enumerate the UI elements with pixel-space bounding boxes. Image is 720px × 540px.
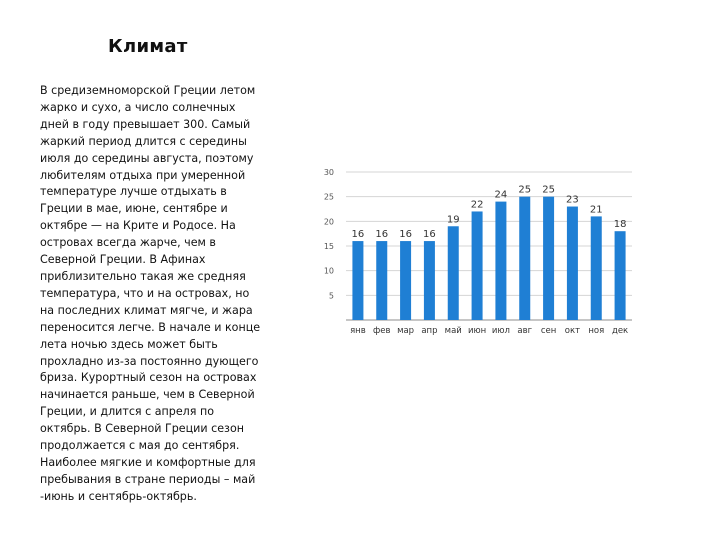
data-label: 16 <box>351 229 365 241</box>
y-tick-label: 10 <box>323 266 334 276</box>
temperature-bar-chart <box>318 160 638 345</box>
y-tick-label: 25 <box>323 192 334 202</box>
data-label: 18 <box>613 219 627 231</box>
climate-description: В средиземноморской Греции летом жарко и сухо, а число солнечных дней в году превышает 300. Самый жаркий период длится с середины июля до середины августа, поэтому любителям отдыха при умеренной температуре лучше отдыхать в Греции в мае, июне, сентябре и октябре — на Крите и Родосе. На островах всегда жарче, чем в Северной Греции. В Афинах приблизительно такая же средняя температура, что и на островах, но на последних климат мягче, и жара переносится легче. В начале и конце лета ночью здесь может быть прохладно из-за постоянно дующего бриза. Курортный сезон на островах начинается раньше, чем в Северной Греции, и длится с апреля по октябрь. В Северной Греции сезон продолжается с мая до сентября. Наиболее мягкие и комфортные для пребывания в стране периоды – май -июнь и сентябрь-октябрь. <box>40 84 261 503</box>
bar-июл <box>495 202 506 320</box>
x-tick-label: май <box>444 326 462 336</box>
x-tick-label: янв <box>350 326 366 336</box>
x-tick-label: ноя <box>588 326 605 336</box>
x-tick-label: авг <box>517 326 533 336</box>
bar-апр <box>424 241 435 320</box>
data-label: 16 <box>423 229 436 241</box>
bar-авг <box>519 197 530 320</box>
data-label: 21 <box>589 204 603 216</box>
x-tick-label: июн <box>467 326 487 336</box>
x-tick-label: окт <box>564 326 581 336</box>
bar-дек <box>615 231 626 320</box>
x-tick-label: июл <box>491 326 510 336</box>
y-tick-label: 5 <box>328 291 334 301</box>
data-label: 19 <box>446 214 460 226</box>
data-label: 22 <box>470 199 484 211</box>
chart-gridlines <box>346 172 632 295</box>
x-tick-label: фев <box>372 326 391 336</box>
data-label: 16 <box>399 229 412 241</box>
bar-июн <box>472 211 483 320</box>
bar-ноя <box>591 216 602 320</box>
x-tick-label: мар <box>397 326 415 336</box>
bar-май <box>448 226 459 320</box>
data-label: 25 <box>518 184 532 196</box>
y-tick-label: 20 <box>323 217 334 227</box>
x-tick-label: дек <box>611 326 629 336</box>
data-label: 25 <box>542 184 555 196</box>
x-tick-label: сен <box>540 326 557 336</box>
x-tick-label: апр <box>421 326 438 336</box>
data-label: 23 <box>566 194 579 206</box>
slide-title: Климат <box>108 36 188 57</box>
bar-окт <box>567 207 578 320</box>
bar-сен <box>543 197 554 320</box>
data-label: 16 <box>375 229 389 241</box>
y-tick-label: 15 <box>323 242 334 251</box>
bar-мар <box>400 241 411 320</box>
data-label: 24 <box>494 189 508 201</box>
y-tick-label: 30 <box>323 168 334 177</box>
bar-фев <box>376 241 387 320</box>
bar-янв <box>352 241 363 320</box>
